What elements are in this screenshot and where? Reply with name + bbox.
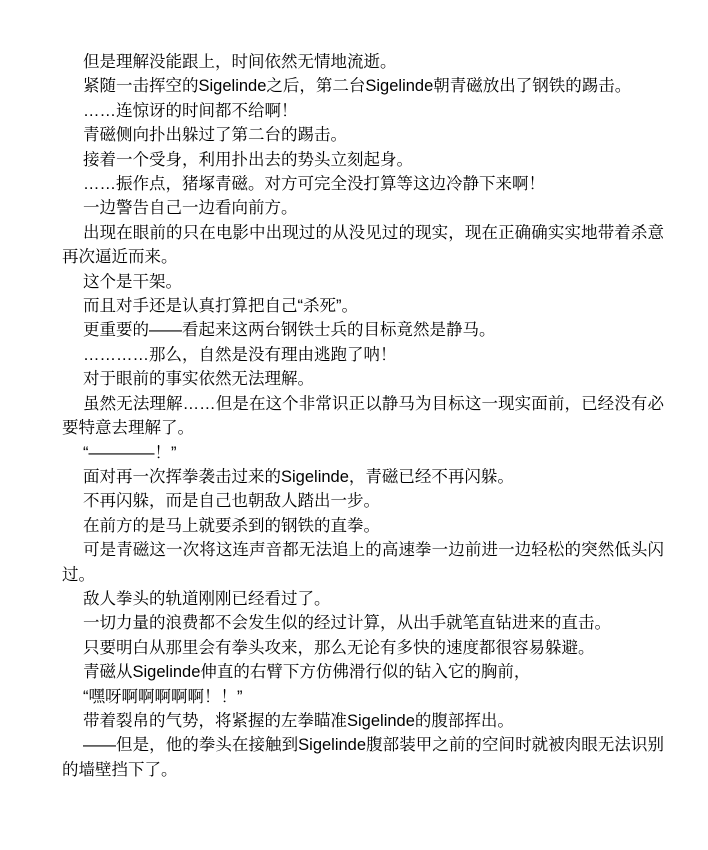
paragraph: 接着一个受身，利用扑出去的势头立刻起身。 (83, 150, 413, 169)
paragraph: 带着裂帛的气势，将紧握的左拳瞄准Sigelinde的腹部挥出。 (83, 711, 514, 730)
paragraph: 对于眼前的事实依然无法理解。 (83, 370, 314, 389)
paragraph: 敌人拳头的轨道刚刚已经看过了。 (83, 589, 331, 608)
paragraph: 面对再一次挥拳袭击过来的Sigelinde，青磁已经不再闪躲。 (83, 467, 514, 486)
paragraph: 出现在眼前的只在电影中出现过的从没见过的现实，现在正确确实实地带着杀意再次逼近而来。 (62, 223, 664, 267)
paragraph: 一切力量的浪费都不会发生似的经过计算，从出手就笔直钻进来的直击。 (83, 614, 611, 633)
paragraph: 但是理解没能跟上，时间依然无情地流逝。 (83, 53, 397, 71)
paragraph: 在前方的是马上就要杀到的钢铁的直拳。 (83, 516, 380, 535)
paragraph: 这个是干架。 (83, 272, 182, 291)
paragraph: 不再闪躲，而是自己也朝敌人踏出一步。 (83, 492, 380, 511)
paragraph: 可是青磁这一次将这连声音都无法追上的高速拳一边前进一边轻松的突然低头闪过。 (62, 541, 664, 584)
paragraph: 只要明白从那里会有拳头攻来，那么无论有多快的速度都很容易躲避。 (83, 638, 595, 657)
paragraph: 紧随一击挥空的Sigelinde之后，第二台Sigelinde朝青磁放出了钢铁的踢击。 (83, 77, 632, 96)
paragraph: 青磁从Sigelinde伸直的右臂下方仿佛滑行似的钻入它的胸前， (83, 663, 531, 682)
paragraph: “————！” (83, 443, 177, 462)
paragraph: …………那么，自然是没有理由逃跑了呐！ (83, 345, 397, 364)
paragraph: “嘿呀啊啊啊啊啊！！” (83, 687, 243, 706)
paragraph: ……振作点，猪塚青磁。对方可完全没打算等这边冷静下来啊！ (83, 175, 545, 194)
page-text (62, 50, 664, 782)
paragraph: ……连惊讶的时间都不给啊！ (83, 101, 298, 120)
paragraph: 更重要的——看起来这两台钢铁士兵的目标竟然是静马。 (83, 321, 496, 340)
paragraph: 而且对手还是认真打算把自己“杀死”。 (83, 297, 358, 316)
paragraph: 青磁侧向扑出躲过了第二台的踢击。 (83, 126, 347, 145)
paragraph: 一边警告自己一边看向前方。 (83, 199, 298, 218)
paragraph: 虽然无法理解……但是在这个非常识正以静马为目标这一现实面前，已经没有必要特意去理解了。 (62, 394, 664, 438)
paragraph: ——但是，他的拳头在接触到Sigelinde腹部装甲之前的空间时就被肉眼无法识别的墙壁挡下了。 (62, 736, 664, 779)
